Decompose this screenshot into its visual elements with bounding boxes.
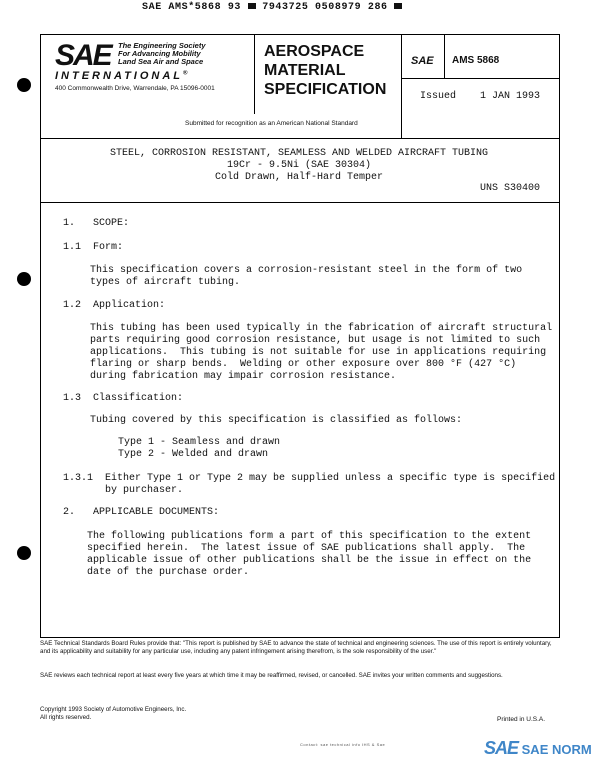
section-paragraph: 1.3.1 Either Type 1 or Type 2 may be supplied unless a specific type is specified by purchaser. <box>63 473 556 496</box>
punch-hole <box>17 272 31 286</box>
punch-hole <box>17 78 31 92</box>
watermark-logo: SAE <box>484 738 519 758</box>
section-paragraph: The following publications form a part of this specification to the extent specified herein. The latest issue of SAE publications shall apply. The applicable issue of other publications shall be the issue in effect on the date of the purchase order. <box>87 531 532 578</box>
header-vertical-rule <box>254 34 255 114</box>
issued-date: Issued 1 JAN 1993 <box>420 91 541 102</box>
section-paragraph: This specification covers a corrosion-resistant steel in the form of two types of aircraft tubing. <box>90 265 523 288</box>
section-paragraph: Tubing covered by this specification is classified as follows: <box>90 415 463 426</box>
section-heading: 1.1 Form: <box>63 242 124 253</box>
spec-number: AMS 5868 <box>452 55 500 66</box>
sae-small-logo: SAE <box>411 55 434 67</box>
sae-logo: SAE <box>55 39 111 72</box>
review-notice: SAE reviews each technical report at least every five years at which time it may be reaffirmed, revised, or cancelled. SAE invites your written comments and suggestions. <box>40 672 503 679</box>
block-mark <box>248 3 256 9</box>
copyright: Copyright 1993 Society of Automotive Engineers, Inc. <box>40 706 187 713</box>
printed-in: Printed in U.S.A. <box>497 716 546 723</box>
section-paragraph: This tubing has been used typically in the fabrication of aircraft structural parts requiring good corrosion resistance, but usage is not limited to such applications. This tubing is not suitable for use in applications requiring flaring or sharp bends. Welding or other exposure over 800 °F (427 °C) during fabrication may impair corrosion resistance. <box>90 323 553 382</box>
header-vertical-rule <box>444 34 445 78</box>
spec-temper: Cold Drawn, Half-Hard Temper <box>214 172 384 183</box>
block-mark <box>394 3 402 9</box>
spec-subtitle: 19Cr - 9.5Ni (SAE 30304) <box>226 160 372 171</box>
section-heading: 1.3 Classification: <box>63 393 184 404</box>
punch-hole <box>17 546 31 560</box>
document-type-title: AEROSPACE MATERIAL SPECIFICATION <box>264 43 387 98</box>
international-wordmark: INTERNATIONAL® <box>55 70 188 82</box>
section-heading: 2. APPLICABLE DOCUMENTS: <box>63 507 220 518</box>
header-cell-divider <box>401 78 559 79</box>
watermark: SAE SAE NORM <box>484 738 592 758</box>
document-code: SAE AMS*5868 93 7943725 0508979 286 <box>142 2 402 13</box>
submitted-note: Submitted for recognition as an American National Standard <box>185 120 358 127</box>
spec-title: STEEL, CORROSION RESISTANT, SEAMLESS AND WELDED AIRCRAFT TUBING <box>109 148 489 159</box>
section-heading: 1. SCOPE: <box>63 218 130 229</box>
society-tagline: The Engineering Society For Advancing Mobility Land Sea Air and Space <box>118 41 206 66</box>
rights-reserved: All rights reserved. <box>40 714 92 721</box>
uns-number: UNS S30400 <box>480 183 541 194</box>
footer-fine-print: Contact: sae technical info IHS & Sae <box>300 742 386 747</box>
sae-address: 400 Commonwealth Drive, Warrendale, PA 15096-0001 <box>55 85 215 92</box>
type-list: Type 1 - Seamless and drawn Type 2 - Welded and drawn <box>118 437 281 460</box>
title-divider <box>40 202 559 203</box>
header-vertical-rule <box>401 34 402 138</box>
section-heading: 1.2 Application: <box>63 300 166 311</box>
header-divider <box>40 138 559 139</box>
board-rules-notice: SAE Technical Standards Board Rules provide that: "This report is published by SAE to advance the state of technical and engineering sciences. The use of this report is entirely voluntary, and its applicability and suitability for any particular use, including any patent infringement arising therefrom, is the sole responsibility of the user." <box>40 640 552 655</box>
